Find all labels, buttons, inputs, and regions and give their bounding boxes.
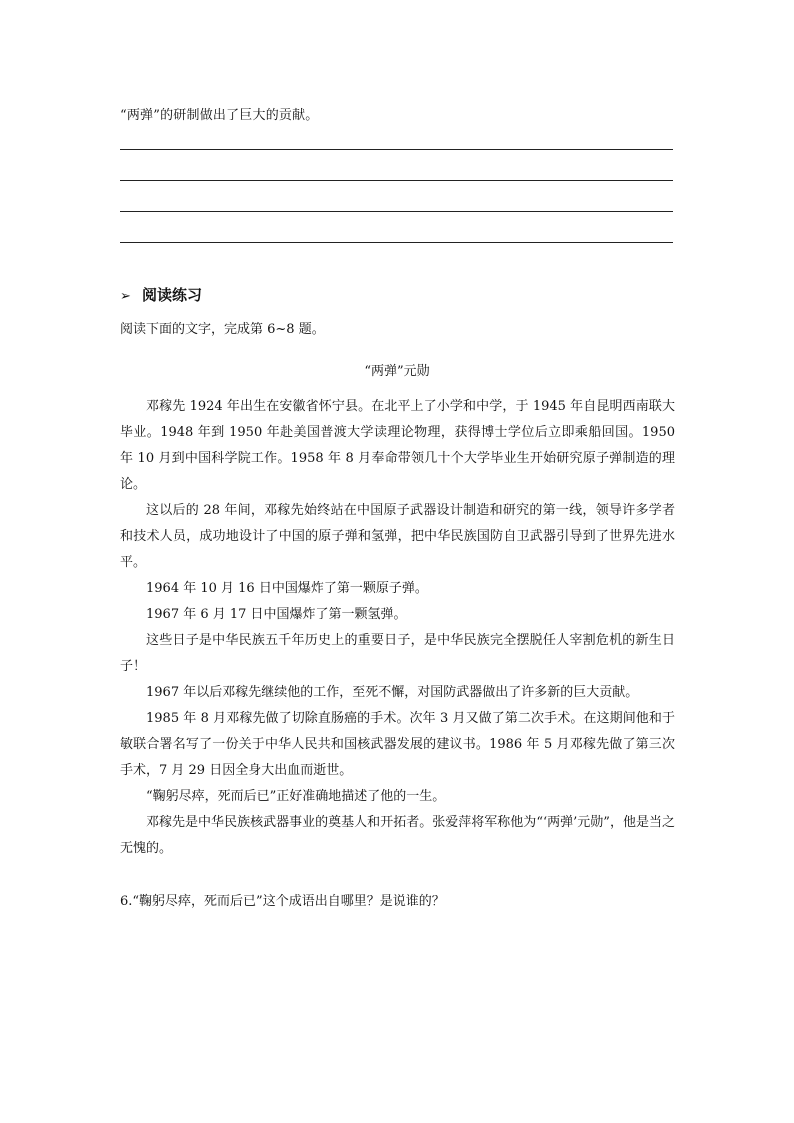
intro-line: “两弹”的研制做出了巨大的贡献。 — [120, 108, 319, 123]
passage-title: “两弹”元勋 — [364, 364, 430, 379]
section-heading — [120, 284, 202, 305]
paragraph: 1967 年 6 月 17 日中国爆炸了第一颗氢弹。 — [146, 607, 407, 622]
paragraph: 1964 年 10 月 16 日中国爆炸了第一颗原子弹。 — [146, 581, 428, 596]
answer-line-2[interactable] — [120, 180, 673, 181]
paragraph: “鞠躬尽瘁，死而后已”正好准确地描述了他的一生。 — [146, 789, 446, 804]
paragraph: 这以后的 28 年间，邓稼先始终站在中国原子武器设计制造和研究的第一线，领导许多学者和技术人员，成功地设计了中国的原子弹和氢弹，把中华民族国防自卫武器引导到了世界先进水平。 — [120, 503, 675, 570]
instruction-text: 阅读下面的文字，完成第 6~8 题。 — [120, 322, 325, 337]
paragraph: 邓稼先是中华民族核武器事业的奠基人和开拓者。张爱萍将军称他为“‘两弹’元勋”，他是当之无愧的。 — [120, 815, 675, 856]
question-6: 6.“鞠躬尽瘁，死而后已”这个成语出自哪里？是说谁的？ — [120, 894, 445, 909]
answer-line-1[interactable] — [120, 149, 673, 150]
arrow-bullet-icon: ➢ — [120, 289, 131, 304]
passage-body — [120, 394, 675, 862]
answer-line-3[interactable] — [120, 211, 673, 212]
section-title: 阅读练习 — [142, 286, 203, 304]
paragraph: 邓稼先 1924 年出生在安徽省怀宁县。在北平上了小学和中学，于 1945 年自昆明西南联大毕业。1948 年到 1950 年赴美国普渡大学读理论物理，获得博士学位后立即乘船回国。1950 年 10 月到中国科学院工作。1958 年 8 月奉命带领几十个大学毕业生开始研究原子弹制造的理论。 — [120, 399, 675, 492]
paragraph: 1967 年以后邓稼先继续他的工作，至死不懈，对国防武器做出了许多新的巨大贡献。 — [146, 685, 639, 700]
answer-line-4[interactable] — [120, 242, 673, 243]
paragraph: 1985 年 8 月邓稼先做了切除直肠癌的手术。次年 3 月又做了第二次手术。在这期间他和于敏联合署名写了一份关于中华人民共和国核武器发展的建议书。1986 年 5 月邓稼先做了第三次手术，7 月 29 日因全身大出血而逝世。 — [120, 711, 675, 778]
paragraph: 这些日子是中华民族五千年历史上的重要日子，是中华民族完全摆脱任人宰割危机的新生日子！ — [120, 633, 675, 674]
